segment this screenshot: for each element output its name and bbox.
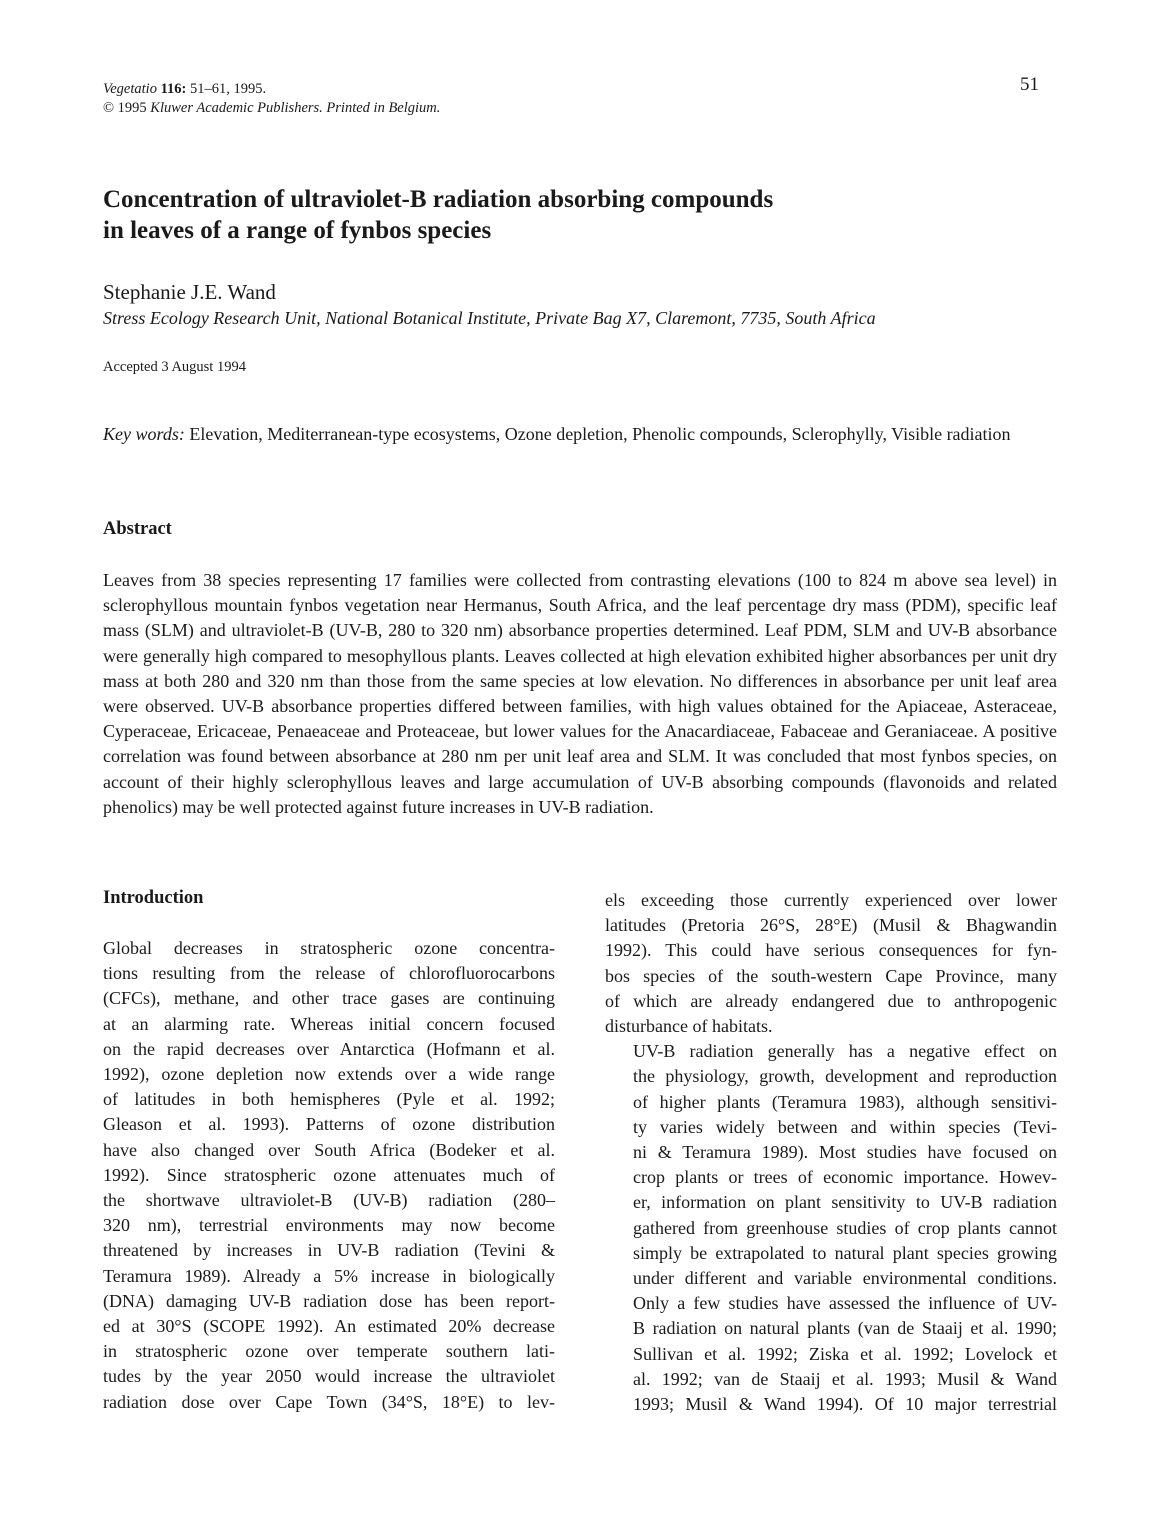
text-line: gathered from greenhouse studies of crop plants cannot [633, 1217, 1057, 1238]
text-line: of which are already endangered due to anthropogenic [605, 990, 1057, 1011]
text-line: simply be extrapolated to natural plant species growing [633, 1242, 1057, 1263]
text-line: (CFCs), methane, and other trace gases are continuing [103, 988, 555, 1009]
text-line: on the rapid decreases over Antarctica (Hofmann et al. [103, 1038, 555, 1059]
keywords-list: Elevation, Mediterranean-type ecosystems, Ozone depletion, Phenolic compounds, Sclerophylly, Visible radiation [184, 424, 1011, 444]
introduction-right-column [605, 888, 1057, 1417]
text-line: bos species of the south-western Cape Province, many [605, 965, 1057, 986]
text-line: Teramura 1989). Already a 5% increase in biologically [103, 1265, 555, 1286]
text-line: Global decreases in stratospheric ozone concentra- [103, 938, 555, 958]
text-line: tions resulting from the release of chlorofluorocarbons [103, 963, 555, 984]
text-line: 1992). Since stratospheric ozone attenuates much of [103, 1164, 555, 1185]
article-title-line2: in leaves of a range of fynbos species [103, 217, 492, 244]
text-line: of latitudes in both hemispheres (Pyle et al. 1992; [103, 1089, 555, 1110]
introduction-paragraph-2 [605, 1039, 1057, 1417]
text-line: threatened by increases in UV-B radiation (Tevini & [103, 1240, 555, 1261]
text-line: under different and variable environmental conditions. [633, 1268, 1057, 1289]
text-line: els exceeding those currently experienced over lower [605, 890, 1057, 910]
text-line: at an alarming rate. Whereas initial concern focused [103, 1013, 555, 1034]
text-line: UV-B radiation generally has a negative effect on [633, 1041, 1057, 1062]
introduction-left-column [103, 936, 555, 1415]
text-line: Only a few studies have assessed the influence of UV- [633, 1293, 1057, 1314]
text-line: the physiology, growth, development and reproduction [633, 1066, 1057, 1087]
introduction-paragraph-continued [605, 888, 1057, 1039]
text-line: 320 nm), terrestrial environments may now become [103, 1215, 555, 1236]
text-line: tudes by the year 2050 would increase the ultraviolet [103, 1366, 555, 1387]
text-line: in stratospheric ozone over temperate southern lati- [103, 1341, 555, 1362]
text-line: Gleason et al. 1993). Patterns of ozone distribution [103, 1114, 555, 1135]
text-line: Sullivan et al. 1992; Ziska et al. 1992; Lovelock et [633, 1343, 1057, 1364]
keywords [103, 422, 1057, 447]
text-line: al. 1992; van de Staaij et al. 1993; Musil & Wand [633, 1368, 1057, 1389]
printed-note: . Printed in Belgium. [319, 100, 441, 116]
text-line: the shortwave ultraviolet-B (UV-B) radiation (280– [103, 1190, 555, 1211]
text-line: disturbance of habitats. [605, 1016, 773, 1037]
text-line: 1992). This could have serious consequences for fyn- [605, 940, 1057, 961]
text-line: ed at 30°S (SCOPE 1992). An estimated 20% decrease [103, 1316, 555, 1337]
text-line: er, information on plant sensitivity to UV-B radiation [633, 1192, 1057, 1213]
journal-volume: 116: [160, 81, 187, 97]
text-line: have also changed over South Africa (Bodeker et al. [103, 1139, 555, 1160]
text-line: of higher plants (Teramura 1983), although sensitivi- [633, 1091, 1057, 1112]
publisher-name: Kluwer Academic Publishers [150, 100, 320, 116]
text-line: 1992), ozone depletion now extends over a wide range [103, 1064, 555, 1085]
keywords-label: Key words: [103, 424, 185, 444]
accepted-date: Accepted 3 August 1994 [103, 359, 246, 375]
text-line: ni & Teramura 1989). Most studies have focused on [633, 1142, 1057, 1163]
journal-citation [103, 80, 440, 118]
author-name: Stephanie J.E. Wand [103, 280, 276, 304]
page-number: 51 [1020, 74, 1039, 95]
abstract-heading: Abstract [103, 519, 172, 539]
text-line: 1993; Musil & Wand 1994). Of 10 major terrestrial [633, 1394, 1057, 1415]
abstract-text: Leaves from 38 species representing 17 families were collected from contrasting elevations (100 to 824 m above sea level) in sclerophyllous mountain fynbos vegetation near Hermanus, South Africa, and the leaf percentage dry mass (PDM), specific leaf mass (SLM) and ultraviolet-B (UV-B, 280 to 320 nm) absorbance properties determined. Leaf PDM, SLM and UV-B absorbance were generally high compared to mesophyllous plants. Leaves collected at high elevation exhibited higher absorbances per unit dry mass at both 280 and 320 nm than those from the same species at low elevation. No differences in absorbance per unit leaf area were observed. UV-B absorbance properties differed between families, with high values obtained for the Apiaceae, Asteraceae, Cyperaceae, Ericaceae, Penaeaceae and Proteaceae, but lower values for the Anacardiaceae, Fabaceae and Geraniaceae. A positive correlation was found between absorbance at 280 nm per unit leaf area and SLM. It was concluded that most fynbos species, on account of their highly sclerophyllous leaves and large accumulation of UV-B absorbing compounds (flavonoids and related phenolics) may be well protected against future increases in UV-B radiation. [103, 570, 1057, 817]
journal-pages-year: 51–61, 1995. [186, 81, 267, 97]
text-line: (DNA) damaging UV-B radiation dose has been report- [103, 1290, 555, 1311]
text-line: ty varies widely between and within species (Tevi- [633, 1116, 1057, 1137]
text-line: latitudes (Pretoria 26°S, 28°E) (Musil & Bhagwandin [605, 915, 1057, 936]
text-line: crop plants or trees of economic importance. Howev- [633, 1167, 1057, 1188]
copyright-year: 1995 [114, 100, 151, 116]
journal-name: Vegetatio [103, 81, 157, 97]
text-line: radiation dose over Cape Town (34°S, 18°E) to lev- [103, 1391, 555, 1412]
introduction-heading: Introduction [103, 888, 204, 908]
author-affiliation: Stress Ecology Research Unit, National Botanical Institute, Private Bag X7, Claremont, 7735, South Africa [103, 308, 876, 328]
copyright-line [103, 99, 440, 118]
text-line: B radiation on natural plants (van de Staaij et al. 1990; [633, 1318, 1057, 1339]
copyright-symbol: © [103, 100, 115, 116]
article-title-line1: Concentration of ultraviolet-B radiation absorbing compounds [103, 186, 774, 213]
article-title [103, 184, 1003, 246]
journal-citation-line1 [103, 80, 440, 99]
